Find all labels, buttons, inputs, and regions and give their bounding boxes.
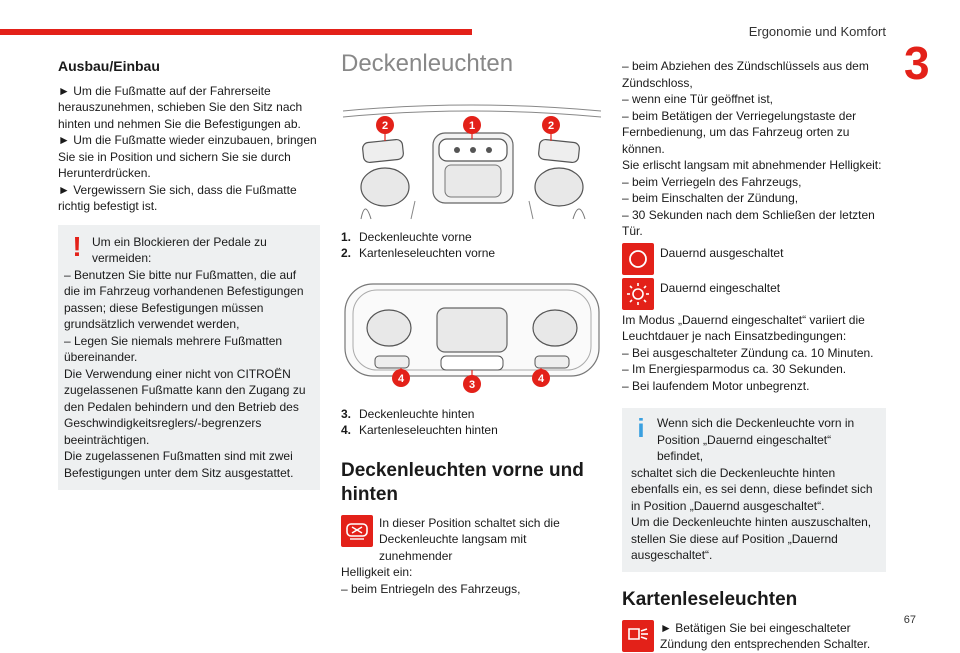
door-mode-conditions: – beim Abziehen des Zündschlüssels aus dem Zündschloss, – wenn eine Tür geöffnet ist, – beim Betätigen der Verriegelungstaste der Fernbedienung, um das Fahrzeug orten zu können. Sie erlischt langsam mit abnehmender Helligkeit: – beim Verriegeln des Fahrzeugs, – beim Einschalten der Zündung, – 30 Sekunden nach dem Schließen der letzten Tür. — [622, 59, 882, 238]
callout-4-left — [392, 369, 410, 387]
callout-1 — [463, 116, 481, 134]
warning-intro: Um ein Blockieren der Pedale zu vermeiden: — [92, 234, 267, 265]
svg-text:4: 4 — [397, 372, 405, 385]
svg-text:2: 2 — [381, 119, 389, 132]
chapter-number: 3 — [904, 37, 930, 89]
section-heading-front-rear: Deckenleuchten vorne und hinten — [341, 459, 584, 505]
light-off-icon — [622, 243, 654, 275]
light-on-icon — [622, 278, 654, 310]
info-box — [622, 408, 886, 572]
svg-text:1: 1 — [468, 119, 476, 132]
removal-instructions: ► Um die Fußmatte auf der Fahrerseite herauszunehmen, schieben Sie den Sitz nach hinten und nehmen Sie die Befestigungen ab. ► Um die Fußmatte wieder einzubauen, bringen Sie sie in Position und sichern Sie sie durch Herunterdrücken. ► Vergewissern Sie sich, dass die Fußmatte richtig befestigt ist. — [58, 83, 317, 213]
door-mode-block — [341, 515, 603, 565]
legend-rear — [341, 406, 603, 439]
section-heading-map-lights: Kartenleseleuchten — [622, 588, 798, 610]
permanently-on-row — [622, 278, 886, 310]
door-light-icon — [341, 515, 373, 547]
callout-4-right — [532, 369, 550, 387]
duration-text: Im Modus „Dauernd eingeschaltet“ variiert die Leuchtdauer je nach Einsatzbedingungen: – Bei ausgeschalteter Zündung ca. 10 Minuten. – Im Energiesparmodus ca. 30 Sekunden. – Bei laufendem Motor unbegrenzt. — [622, 312, 874, 393]
rear-ceiling-light-diagram — [341, 278, 603, 398]
legend-item: 1. Deckenleuchte vorne — [341, 229, 472, 244]
callout-3 — [463, 375, 481, 393]
legend-item: 4. Kartenleseleuchten hinten — [341, 423, 498, 437]
column-2 — [341, 50, 603, 597]
permanently-off-row — [622, 243, 886, 275]
header-accent-bar — [0, 29, 472, 35]
exclamation-icon: ! — [72, 230, 82, 262]
info-icon: i — [637, 413, 645, 443]
callout-2-left — [376, 116, 394, 134]
page-number: 67 — [903, 614, 916, 626]
svg-text:3: 3 — [468, 378, 476, 391]
legend-item: 2. Kartenleseleuchten vorne — [341, 246, 496, 260]
callout-2-right — [542, 116, 560, 134]
info-text: schaltet sich die Deckenleuchte hinten ebenfalls ein, es sei denn, diese befindet sich in Position „Dauernd ausgeschaltet“. Um die Deckenleuchte hinten auszuschalten, stellen Sie diese auf Position „Dauernd ausgeschaltet“. — [631, 465, 873, 562]
section-title: Ergonomie und Komfort — [748, 24, 886, 39]
page-heading: Deckenleuchten — [341, 50, 514, 77]
svg-text:4: 4 — [537, 372, 545, 385]
warning-text: – Benutzen Sie bitte nur Fußmatten, die auf die im Fahrzeug vorhandenen Befestigungen passen; diese Befestigungen müssen grundsätzlich verwendet werden, – Legen Sie niemals mehrere Fußmatten übereinander. Die Verwendung einer nicht von CITROËN zugelassenen Fußmatte kann den Zugang zu den Pedalen behindern und den Betrieb des Geschwindigkeitsreglers/-begrenzers beeinträchtigen. Die zugelassenen Fußmatten sind mit zwei Befestigungen unter dem Sitz ausgestattet. — [64, 267, 306, 480]
permanently-on-label: Dauernd eingeschaltet — [660, 280, 781, 295]
column-3 — [622, 58, 886, 653]
permanently-off-label: Dauernd ausgeschaltet — [660, 245, 784, 260]
legend-front — [341, 229, 603, 262]
map-light-block — [622, 620, 886, 653]
warning-box — [58, 225, 320, 491]
info-intro: Wenn sich die Deckenleuchte vorn in Position „Dauernd eingeschaltet“ befindet, — [657, 416, 855, 463]
svg-text:2: 2 — [547, 119, 555, 132]
door-mode-text-first: In dieser Position schaltet sich die Deckenleuchte langsam mit zunehmender — [379, 515, 560, 563]
subheading-ausbau: Ausbau/Einbau — [58, 58, 160, 74]
door-mode-text: Helligkeit ein: – beim Entriegeln des Fahrzeugs, — [341, 565, 521, 596]
legend-item: 3. Deckenleuchte hinten — [341, 406, 475, 421]
map-light-instruction: ► Betätigen Sie bei eingeschalteter Zündung den entsprechenden Schalter. — [660, 620, 871, 651]
front-ceiling-light-diagram — [341, 81, 603, 221]
column-1 — [58, 58, 320, 490]
map-light-icon — [622, 620, 654, 652]
